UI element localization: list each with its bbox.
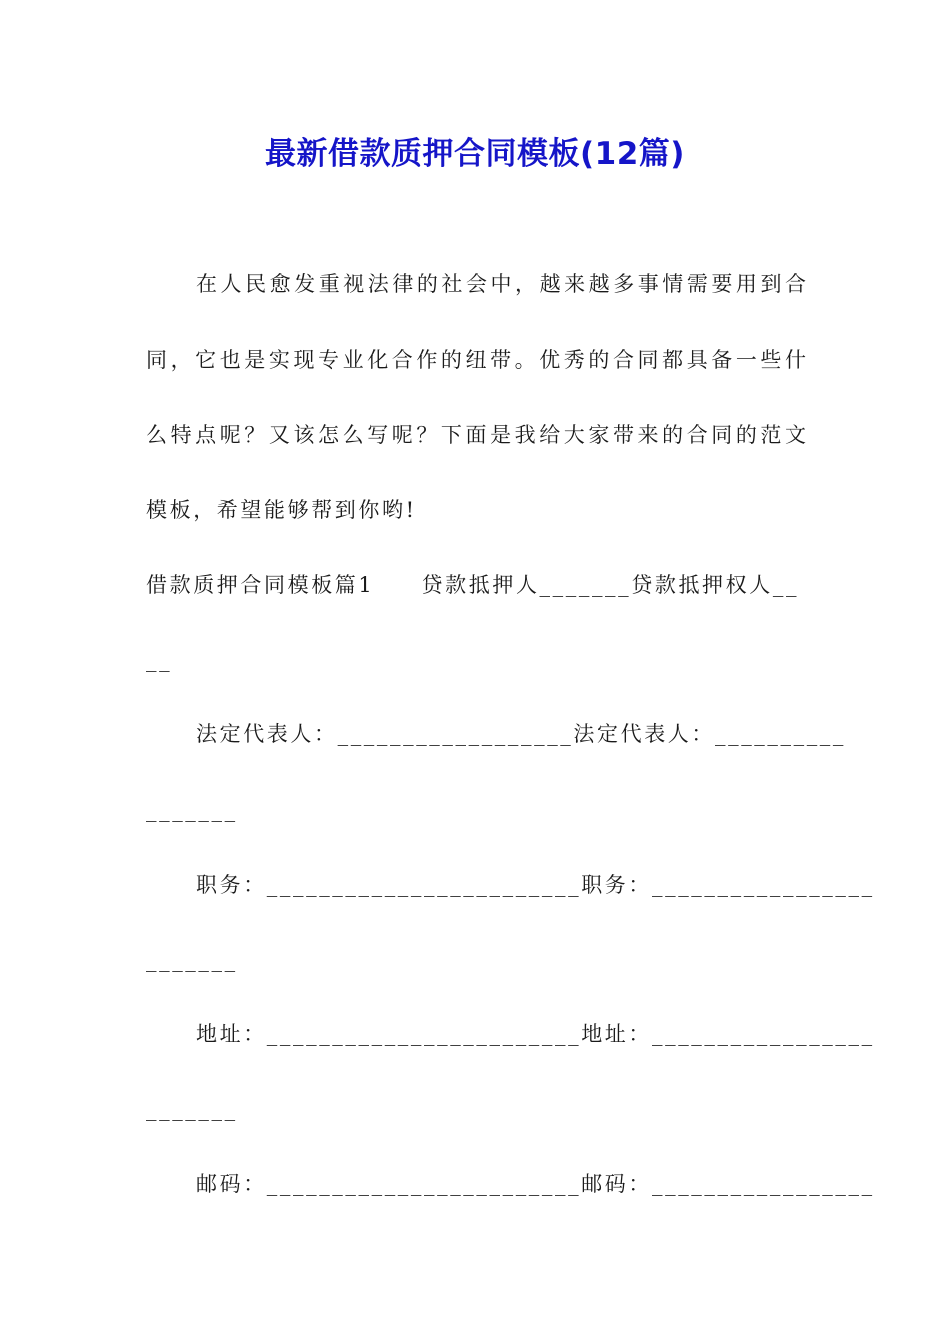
blank-continuation: __ — [146, 648, 173, 672]
legal-rep-field: 法定代表人：__________________法定代表人：__________ — [196, 722, 846, 746]
blank-continuation: _______ — [146, 798, 238, 822]
section-heading-line: 借款质押合同模板篇1 贷款抵押人_______贷款抵押权人__ — [146, 573, 800, 597]
blank-continuation: _______ — [146, 948, 238, 972]
postcode-field: 邮码：________________________邮码：_________________ — [196, 1172, 875, 1196]
intro-line-4: 模板，希望能够帮到你哟! — [146, 498, 417, 522]
intro-line-2: 同，它也是实现专业化合作的纽带。优秀的合同都具备一些什 — [146, 348, 806, 372]
address-field: 地址：________________________地址：_________________ — [196, 1022, 875, 1046]
position-field: 职务：________________________职务：_________________ — [196, 873, 875, 897]
blank-continuation: _______ — [146, 1097, 238, 1121]
intro-line-1: 在人民愈发重视法律的社会中，越来越多事情需要用到合 — [196, 272, 806, 296]
intro-line-3: 么特点呢？又该怎么写呢？下面是我给大家带来的合同的范文 — [146, 423, 806, 447]
document-title: 最新借款质押合同模板(12篇) — [265, 136, 685, 172]
